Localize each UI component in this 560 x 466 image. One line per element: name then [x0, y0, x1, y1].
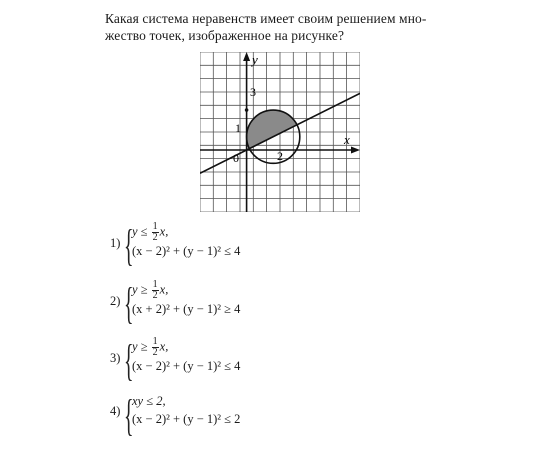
question-line-1: Какая система неравенств имеет своим решением мно-	[105, 11, 427, 26]
brace-icon: {	[124, 221, 134, 270]
option-number: 1)	[110, 236, 121, 250]
option-circle: (x − 2)² + (y − 1)² ≤ 4	[132, 359, 241, 373]
y-axis-arrow	[243, 52, 250, 61]
option-circle: (x − 2)² + (y − 1)² ≤ 2	[132, 412, 241, 426]
label-0: 0	[233, 151, 239, 165]
option-number: 2)	[110, 294, 121, 308]
x-axis-arrow	[351, 147, 360, 154]
label-y: y	[252, 52, 258, 67]
option-number: 3)	[110, 351, 121, 365]
brace-icon: {	[124, 279, 134, 328]
option-circle: (x + 2)² + (y − 1)² ≥ 4	[132, 302, 241, 316]
option-inequality: xy ≤ 2,	[132, 394, 166, 408]
label-1: 1	[235, 121, 241, 135]
question-text	[105, 10, 465, 44]
option-inequality: y ≤ $\frac{1}{2}$ x,	[132, 221, 169, 243]
option-inequality: y ≥ $\frac{1}{2}$ x,	[132, 336, 169, 358]
label-x: x	[344, 132, 350, 147]
question-line-2: жество точек, изображенное на рисунке?	[105, 28, 345, 43]
brace-icon: {	[124, 336, 134, 385]
option-circle: (x − 2)² + (y − 1)² ≤ 4	[132, 244, 241, 258]
label-2: 2	[277, 149, 283, 163]
option-inequality: y ≥ $\frac{1}{2}$ x,	[132, 279, 169, 301]
brace-icon: {	[124, 391, 134, 440]
coordinate-graph	[200, 52, 360, 212]
tick-y3	[245, 108, 249, 112]
option-number: 4)	[110, 404, 121, 418]
label-3: 3	[250, 85, 256, 99]
